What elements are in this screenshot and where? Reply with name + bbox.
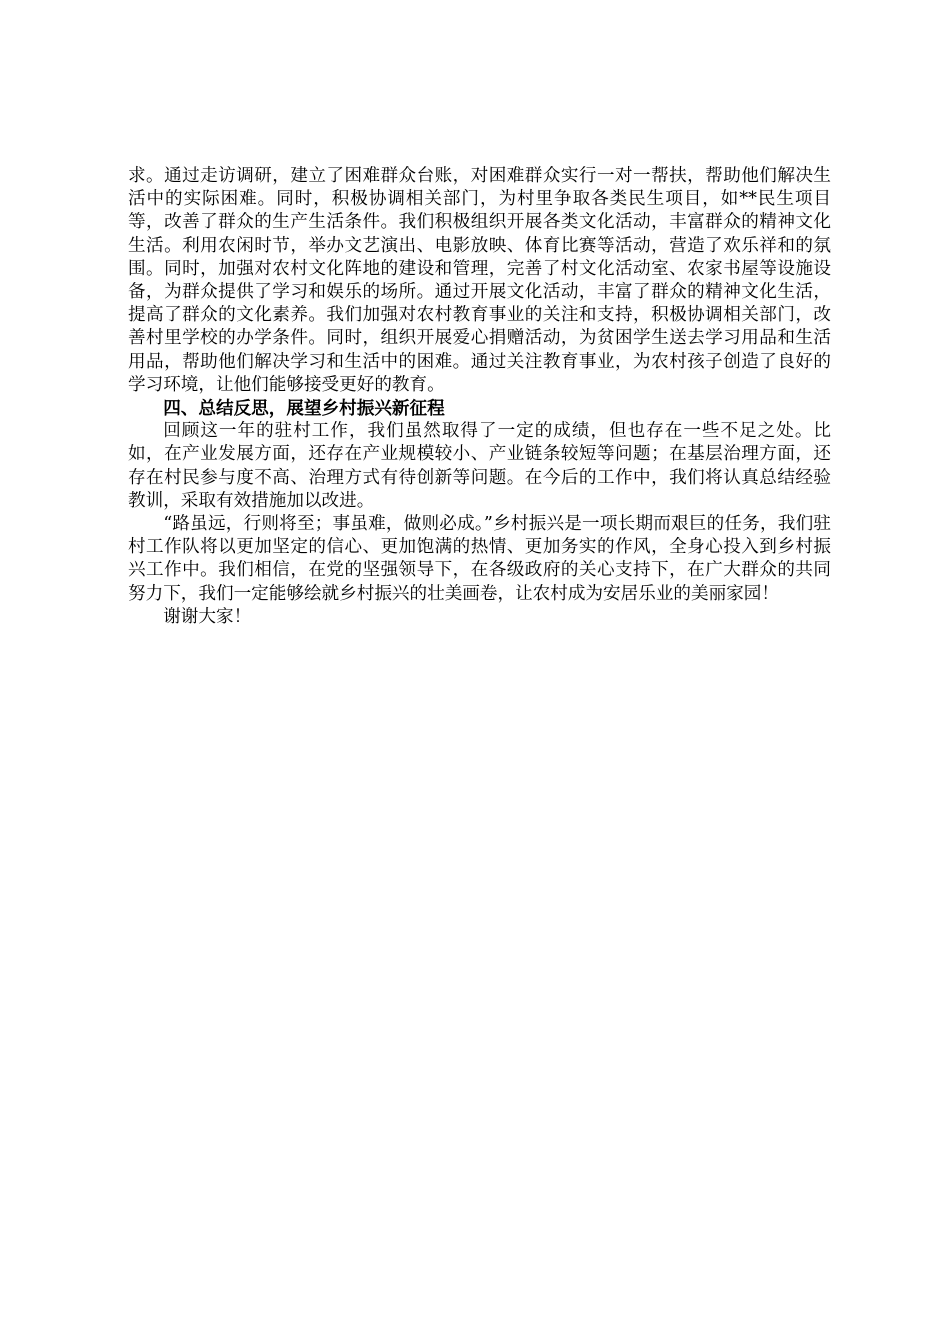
paragraph-closing: 谢谢大家！ bbox=[163, 606, 252, 627]
paragraph-review: 回顾这一年的驻村工作，我们虽然取得了一定的成绩，但也存在一些不足之处。比如，在产业发展方面，还存在产业规模较小、产业链条较短等问题；在基层治理方面，还存在村民参与度不高、治理方式有待创新等问题。在今后的工作中，我们将认真总结经验教训，采取有效措施加以改进。 bbox=[128, 421, 831, 511]
section-heading: 四、总结反思，展望乡村振兴新征程 bbox=[163, 398, 445, 420]
paragraph-outlook: “路虽远，行则将至；事虽难，做则必成。”乡村振兴是一项长期而艰巨的任务，我们驻村工作队将以更加坚定的信心、更加饱满的热情、更加务实的作风，全身心投入到乡村振兴工作中。我们相信，在党的坚强领导下，在各级政府的关心支持下，在广大群众的共同努力下，我们一定能够绘就乡村振兴的壮美画卷，让农村成为安居乐业的美丽家园！ bbox=[128, 514, 831, 604]
document-body bbox=[128, 165, 831, 629]
paragraph-continuation: 求。通过走访调研，建立了困难群众台账，对困难群众实行一对一帮扶，帮助他们解决生活中的实际困难。同时，积极协调相关部门，为村里争取各类民生项目，如**民生项目等，改善了群众的生产生活条件。我们积极组织开展各类文化活动，丰富群众的精神文化生活。利用农闲时节，举办文艺演出、电影放映、体育比赛等活动，营造了欢乐祥和的氛围。同时，加强对农村文化阵地的建设和管理，完善了村文化活动室、农家书屋等设施设备，为群众提供了学习和娱乐的场所。通过开展文化活动，丰富了群众的精神文化生活，提高了群众的文化素养。我们加强对农村教育事业的关注和支持，积极协调相关部门，改善村里学校的办学条件。同时，组织开展爱心捐赠活动，为贫困学生送去学习用品和生活用品，帮助他们解决学习和生活中的困难。通过关注教育事业，为农村孩子创造了良好的学习环境，让他们能够接受更好的教育。 bbox=[128, 166, 831, 395]
